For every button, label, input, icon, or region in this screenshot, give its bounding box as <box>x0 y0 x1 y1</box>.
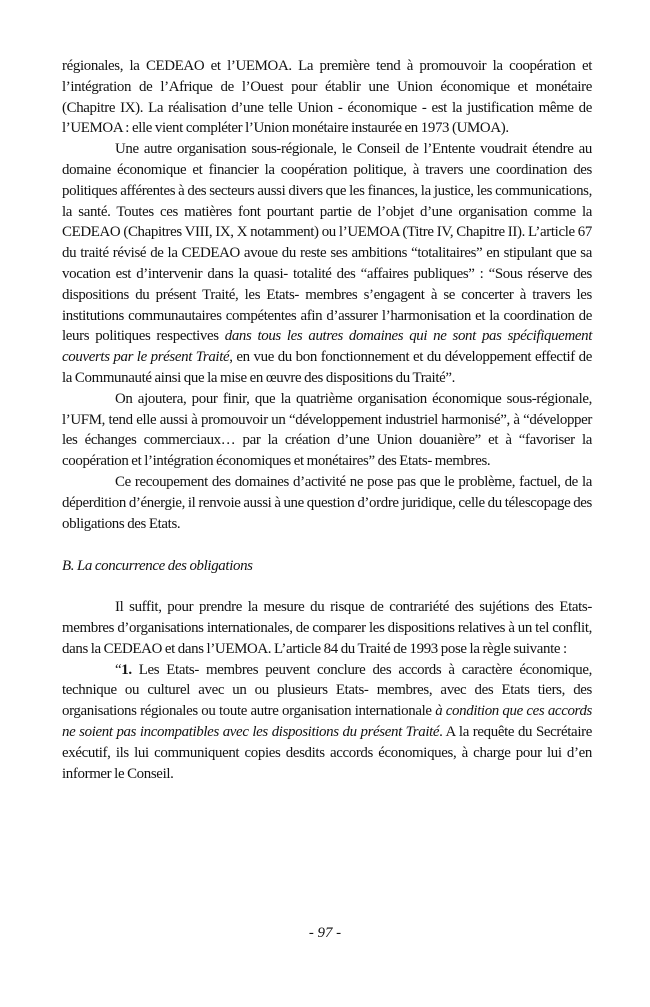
paragraph-2-text-b: , en vue du bon fonctionnement et du développement effectif de la Communauté ainsi que la mise en œuvre des dispositions du Traité”. <box>62 349 592 386</box>
paragraph-2-text-a: Une autre organisation sous-régionale, le Conseil de l’Entente voudrait étendre au domaine économique et financier la coopération politique, à travers une coordination des politiques afférentes à des secteurs aussi divers que les finances, la justice, les communications, la santé. Toutes ces matières font pourtant partie de l’objet d’une organisation comme la CEDEAO (Chapitres VIII, IX, X notamment) ou l’UEMOA (Titre IV, Chapitre II). L’article 67 du traité révisé de la CEDEAO avoue du reste ses ambitions “totalitaires” en stipulant que sa vocation est d’intervenir dans la quasi- totalité des “affaires publiques” : “Sous réserve des dispositions du présent Traité, les Etats- membres s’engagent à se concerter à travers les institutions communautaires compétentes afin d’assurer l’harmonisation et la coordination de leurs politiques respectives <box>62 141 592 345</box>
document-page <box>62 56 592 784</box>
paragraph-3: On ajoutera, pour finir, que la quatrième organisation économique sous-régionale, l’UFM, tend elle aussi à promouvoir un “développement industriel harmonisé”, à “développer les échanges commerciaux… par la création d’une Union douanière” et à “favoriser la coopération et l’intégration économiques et monétaires” des Etats- membres. <box>62 390 592 470</box>
article-number: 1. <box>121 661 132 678</box>
quote-open: “ <box>115 661 122 678</box>
paragraph-6-text-b: . A la requête du Secrétaire exécutif, ils lui communiquent copies desdits accords économiques, à charge pour lui d’en informer le Conseil. <box>62 723 592 782</box>
paragraph-2-italic: dans tous les autres domaines qui ne sont pas spécifiquement couverts par le présent Traité <box>62 328 592 366</box>
page-number: - 97 - <box>308 925 342 941</box>
section-heading: B. La concurrence des obligations <box>62 558 253 575</box>
paragraph-6 <box>62 660 592 785</box>
paragraph-5: Il suffit, pour prendre la mesure du risque de contrariété des sujétions des Etats- membres d’organisations internationales, de comparer les dispositions relatives à un tel conflit, dans la CEDEAO et dans l’UEMOA. L’article 84 du Traité de 1993 pose la règle suivante : <box>62 599 592 657</box>
paragraph-1: régionales, la CEDEAO et l’UEMOA. La première tend à promouvoir la coopération et l’intégration de l’Afrique de l’Ouest pour établir une Union économique et monétaire (Chapitre IX). La réalisation d’une telle Union - économique - est la justification même de l’UEMOA : elle vient compléter l’Union monétaire instaurée en 1973 (UMOA). <box>62 58 592 137</box>
paragraph-2 <box>62 139 592 389</box>
paragraph-4: Ce recoupement des domaines d’activité ne pose pas que le problème, factuel, de la déperdition d’énergie, il renvoie aussi à une question d’ordre juridique, celle du télescopage des obligations des Etats. <box>62 473 592 532</box>
paragraph-6-italic: à condition que ces accords ne soient pas incompatibles avec les dispositions du présent Traité <box>62 703 592 740</box>
paragraph-6-text-a: Les Etats- membres peuvent conclure des accords à caractère économique, technique ou culturel avec un ou plusieurs Etats- membres, avec des Etats tiers, des organisations régionales ou toute autre organisation internationale <box>62 661 592 720</box>
